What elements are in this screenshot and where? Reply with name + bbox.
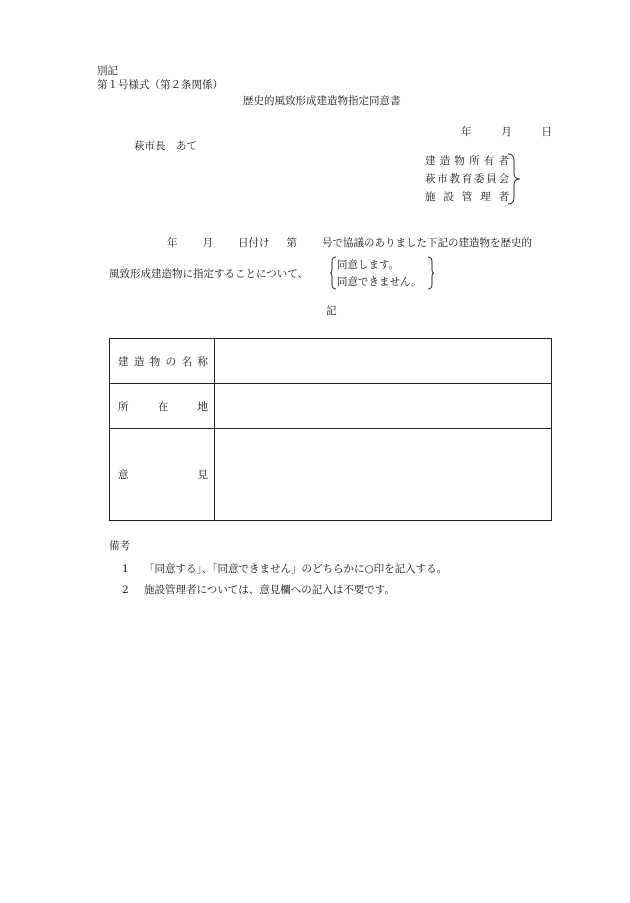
- label-location: [110, 384, 215, 429]
- note-text: 施設管理者については、意見欄への記入は不要です。: [144, 584, 395, 596]
- label-building-name: [110, 339, 215, 384]
- note-item-2: [122, 585, 395, 596]
- party-char: 理: [480, 191, 491, 203]
- party-char: 委: [474, 173, 485, 185]
- date-day: 日: [541, 126, 552, 138]
- note-text: 「同意する」、「同意できません」のどちらかに○印を記入する。: [144, 563, 448, 575]
- option-agree: 同意します。: [337, 259, 400, 271]
- label-char: 見: [197, 469, 208, 481]
- ki-marker: 記: [326, 305, 337, 317]
- building-name-field[interactable]: [215, 339, 552, 384]
- body-line-2: 風致形成建造物に指定することについて、: [109, 268, 309, 280]
- body-rest: 号で協議のありました下記の建造物を歴史的: [322, 237, 532, 249]
- party-char: 者: [498, 191, 509, 203]
- party-char: 有: [483, 155, 495, 167]
- label-char: 名: [181, 355, 193, 368]
- body-year: 年: [167, 237, 178, 249]
- label-opinion: [110, 429, 215, 521]
- party-char: 教: [449, 173, 460, 185]
- party-name: [425, 152, 509, 170]
- label-char: 在: [157, 400, 169, 413]
- date-year: 年: [461, 126, 472, 138]
- option-disagree: 同意できません。: [337, 276, 422, 288]
- body-dai: 第: [286, 237, 297, 249]
- label-char: 称: [197, 355, 208, 368]
- body-line-1: [167, 238, 532, 249]
- label-char: 地: [197, 400, 208, 413]
- party-char: 萩: [425, 173, 436, 185]
- location-field[interactable]: [215, 384, 552, 429]
- date-month: 月: [501, 126, 512, 138]
- party-char: 会: [498, 173, 509, 185]
- table-row: [110, 384, 552, 429]
- note-number: 2: [122, 584, 129, 596]
- party-name: [425, 188, 509, 206]
- label-char: 建: [118, 355, 129, 368]
- label-char: の: [165, 355, 177, 368]
- opinion-field[interactable]: [215, 429, 552, 521]
- document-title: 歴史的風致形成建造物指定同意書: [243, 95, 401, 107]
- party-char: 市: [437, 173, 448, 185]
- option-left-brace: [329, 256, 337, 290]
- party-right-brace: [507, 153, 523, 205]
- label-char: 意: [118, 469, 129, 481]
- party-char: 育: [461, 173, 473, 185]
- notes-heading: 備考: [109, 540, 130, 552]
- party-list: [425, 152, 509, 206]
- betsuki-label: 別記: [97, 65, 118, 77]
- building-info-table: [109, 338, 552, 521]
- party-char: 施: [425, 191, 436, 203]
- body-month: 月: [202, 237, 213, 249]
- note-number: 1: [122, 563, 129, 575]
- party-char: 員: [486, 173, 497, 185]
- party-char: 設: [443, 191, 454, 203]
- note-item-1: [122, 564, 447, 575]
- option-right-brace: [427, 256, 435, 290]
- party-char: 物: [454, 155, 465, 167]
- table-row: [110, 429, 552, 521]
- body-day: 日付け: [238, 237, 270, 249]
- label-char: 物: [149, 355, 161, 368]
- party-char: 所: [469, 155, 480, 167]
- label-char: 所: [118, 400, 129, 413]
- form-number: 第１号様式（第２条関係）: [97, 79, 223, 91]
- party-char: 管: [461, 191, 473, 203]
- table-row: [110, 339, 552, 384]
- party-char: 造: [439, 155, 451, 167]
- label-char: 造: [133, 355, 145, 368]
- party-char: 建: [425, 155, 436, 167]
- addressee: 萩市長 あて: [134, 140, 197, 152]
- party-name: [425, 170, 509, 188]
- date-line: [461, 127, 552, 138]
- party-char: 者: [498, 155, 509, 167]
